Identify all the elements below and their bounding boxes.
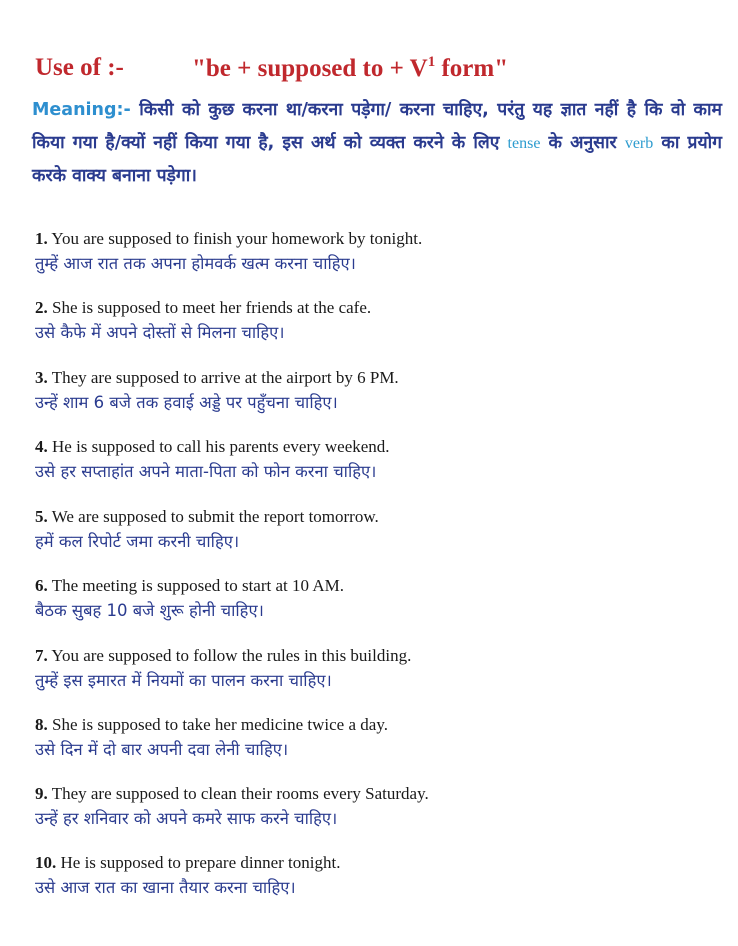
term-tense: tense [507, 135, 541, 152]
example-item [35, 367, 715, 416]
example-hindi: उसे हर सप्ताहांत अपने माता-पिता को फोन करना चाहिए। [35, 462, 377, 481]
example-hindi: हमें कल रिपोर्ट जमा करनी चाहिए। [35, 532, 240, 551]
example-number: 8. [35, 715, 48, 734]
page-title [35, 54, 509, 82]
example-hindi: तुम्हें आज रात तक अपना होमवर्क खत्म करना चाहिए। [35, 254, 356, 273]
example-english: 3. They are supposed to arrive at the airport by 6 PM. [35, 368, 399, 387]
example-number: 5. [35, 507, 48, 526]
meaning-paragraph: Meaning:- किसी को कुछ करना था/करना पड़ेगा/ करना चाहिए, परंतु यह ज्ञात नहीं है कि वो काम किया गया है/क्यों नहीं किया गया है, इस अर्थ को व्यक्त करने के लिए tense के अनुसार verb का प्रयोग करके वाक्य बनाना पड़ेगा। [32, 100, 722, 186]
example-hindi: उन्हें हर शनिवार को अपने कमरे साफ करने चाहिए। [35, 809, 338, 828]
example-english: 8. She is supposed to take her medicine twice a day. [35, 715, 388, 734]
example-item [35, 436, 715, 485]
example-english: 4. He is supposed to call his parents every weekend. [35, 437, 390, 456]
example-hindi: उसे आज रात का खाना तैयार करना चाहिए। [35, 878, 296, 897]
example-english: 1. You are supposed to finish your homework by tonight. [35, 229, 423, 248]
example-hindi: उसे कैफे में अपने दोस्तों से मिलना चाहिए। [35, 323, 285, 342]
example-item [35, 714, 715, 763]
example-number: 9. [35, 784, 48, 803]
meaning-label: Meaning:- [32, 100, 131, 120]
example-item [35, 297, 715, 346]
title-formula: "be + supposed to + $V^1$ form" [192, 54, 509, 82]
example-item [35, 783, 715, 832]
example-number: 3. [35, 368, 48, 387]
example-item [35, 575, 715, 624]
example-hindi: उन्हें शाम 6 बजे तक हवाई अड्डे पर पहुँचना चाहिए। [35, 393, 338, 412]
example-number: 1. [35, 229, 48, 248]
example-item [35, 852, 715, 901]
example-english: 7. You are supposed to follow the rules in this building. [35, 646, 412, 665]
example-hindi: बैठक सुबह 10 बजे शुरू होनी चाहिए। [35, 601, 264, 620]
example-english: 10. He is supposed to prepare dinner tonight. [35, 853, 341, 872]
example-english: 2. She is supposed to meet her friends at the cafe. [35, 298, 372, 317]
example-number: 6. [35, 576, 48, 595]
example-number: 4. [35, 437, 48, 456]
example-english: 5. We are supposed to submit the report tomorrow. [35, 507, 379, 526]
example-number: 7. [35, 646, 48, 665]
example-english: 6. The meeting is supposed to start at 10 AM. [35, 576, 344, 595]
example-english: 9. They are supposed to clean their rooms every Saturday. [35, 784, 429, 803]
example-item [35, 506, 715, 555]
example-number: 2. [35, 298, 48, 317]
example-item [35, 228, 715, 277]
term-verb: verb [624, 135, 654, 152]
example-number: 10. [35, 853, 57, 872]
example-item [35, 645, 715, 694]
title-prefix: Use of :- [35, 54, 124, 81]
title-formula-superscript: 1 [427, 54, 436, 70]
example-hindi: तुम्हें इस इमारत में नियमों का पालन करना चाहिए। [35, 671, 332, 690]
example-hindi: उसे दिन में दो बार अपनी दवा लेनी चाहिए। [35, 740, 289, 759]
